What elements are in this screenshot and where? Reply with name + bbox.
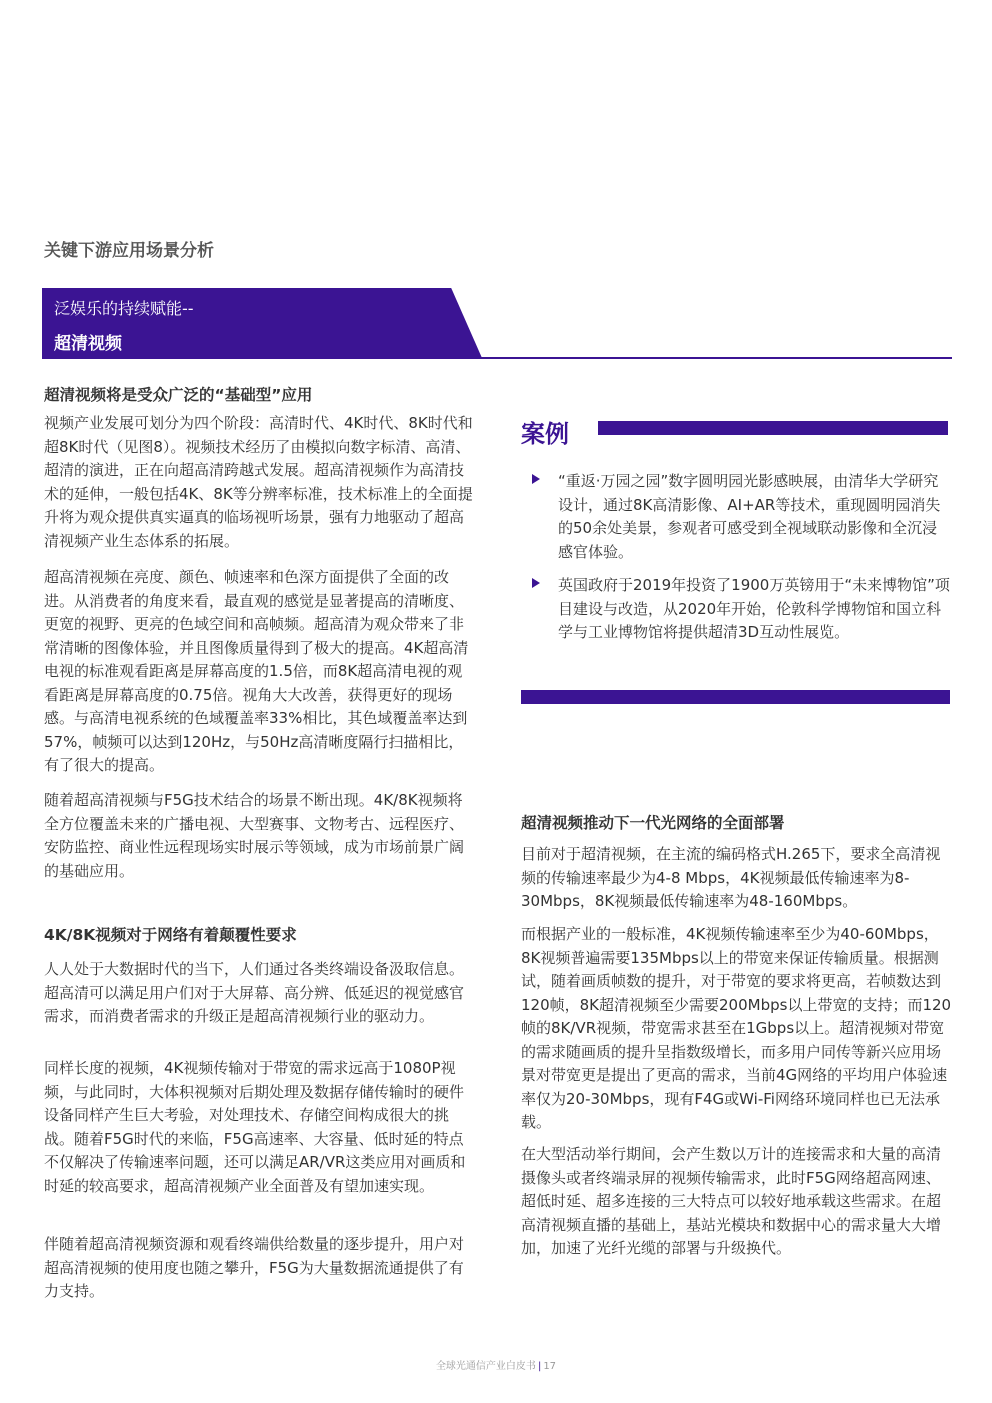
bullet-triangle-icon: [532, 474, 540, 484]
right-paragraph-1: 目前对于超清视频，在主流的编码格式H.265下，要求全高清视频的传输速率最少为4-8 Mbps，4K视频最低传输速率为8-30Mbps，8K视频最低传输速率为48-160Mbps。: [521, 845, 941, 910]
left-paragraph-5: 同样长度的视频，4K视频传输对于带宽的需求远高于1080P视频，与此同时，大体积视频对后期处理及数据存储传输时的硬件设备同样产生巨大考验，对处理技术、存储空间构成很大的挑战。随着F5G时代的来临，F5G高速率、大容量、低时延的特点不仅解决了传输速率问题，还可以满足AR/VR这类应用对画质和时延的较高要求，超高清视频产业全面普及有望加速实现。: [44, 1059, 466, 1195]
right-paragraph-3: 在大型活动举行期间，会产生数以万计的连接需求和大量的高清摄像头或者终端录屏的视频传输需求，此时F5G网络超高网速、超低时延、超多连接的三大特点可以较好地承载这些需求。在超高清视频直播的基础上，基站光模块和数据中心的需求量大大增加，加速了光纤光缆的部署与升级换代。: [521, 1145, 942, 1257]
page-footer: [0, 1357, 992, 1372]
left-paragraph-1: 视频产业发展可划分为四个阶段：高清时代、4K时代、8K时代和超8K时代（见图8）。视频技术经历了由模拟向数字标清、高清、超清的演进，正在向超高清跨越式发展。超高清视频作为高清技术的延伸，一般包括4K、8K等分辨率标准，技术标准上的全面提升将为观众提供真实逼真的临场视听场景，强有力地驱动了超高清视频产业生态体系的拓展。: [44, 414, 473, 550]
case-item-text: 英国政府于2019年投资了1900万英镑用于“未来博物馆”项目建设与改造，从2020年开始，伦敦科学博物馆和国立科学与工业博物馆将提供超清3D互动性展览。: [558, 576, 950, 641]
left-paragraph-6: 伴随着超高清视频资源和观看终端供给数量的逐步提升，用户对超高清视频的使用度也随之攀升，F5G为大量数据流通提供了有力支持。: [44, 1235, 465, 1300]
case-item: [532, 574, 950, 645]
banner-title-line1: 泛娱乐的持续赋能--: [54, 299, 194, 318]
left-paragraph-2: 超高清视频在亮度、颜色、帧速率和色深方面提供了全面的改进。从消费者的角度来看，最直观的感觉是显著提高的清晰度、更宽的视野、更亮的色域空间和高帧频。超高清为观众带来了非常清晰的图像体验，并且图像质量得到了极大的提高。4K超高清电视的标准观看距离是屏幕高度的1.5倍，而8K超高清电视的观看距离是屏幕高度的0.75倍。视角大大改善，获得更好的现场感。与高清电视系统的色域覆盖率33%相比，其色域覆盖率达到57%，帧频可以达到120Hz，与50Hz高清晰度隔行扫描相比，有了很大的提高。: [44, 568, 469, 774]
left-paragraph-3: 随着超高清视频与F5G技术结合的场景不断出现。4K/8K视频将全方位覆盖未来的广播电视、大型赛事、文物考古、远程医疗、安防监控、商业性远程现场实时展示等领域，成为市场前景广阔的基础应用。: [44, 791, 465, 880]
section-title: 关键下游应用场景分析: [44, 241, 214, 261]
right-paragraph-2: 而根据产业的一般标准，4K视频传输速率至少为40-60Mbps，8K视频普遍需要135Mbps以上的带宽来保证传输质量。根据测试，随着画质帧数的提升，对于带宽的要求将更高，若帧数达到120帧，8K超清视频至少需要200Mbps以上带宽的支持；而120帧的8K/VR视频，带宽需求甚至在1Gbps以上。超清视频对带宽的需求随画质的提升呈指数级增长，而多用户同传等新兴应用场景对带宽更是提出了更高的需求，当前4G网络的平均用户体验速率仅为20-30Mbps，现有F4G或Wi-Fi网络环境同样也已无法承载。: [521, 925, 952, 1131]
case-title: 案例: [521, 420, 569, 448]
page-number: 17: [543, 1361, 557, 1372]
left-heading-1: 超清视频将是受众广泛的“基础型”应用: [44, 386, 313, 404]
case-title-bar: [598, 421, 948, 435]
left-paragraph-4: 人人处于大数据时代的当下，人们通过各类终端设备汲取信息。超高清可以满足用户们对于大屏幕、高分辨、低延迟的视觉感官需求，而消费者需求的升级正是超高清视频行业的驱动力。: [44, 960, 465, 1025]
banner-rule: [42, 357, 952, 359]
bullet-triangle-icon: [532, 578, 540, 588]
banner-title-line2: 超清视频: [54, 334, 122, 354]
footer-title: 全球光通信产业白皮书: [435, 1361, 536, 1372]
case-bottom-bar: [521, 690, 950, 704]
case-item: [532, 470, 950, 564]
case-item-text: “重返·万园之园”数字圆明园光影感映展，由清华大学研究设计，通过8K高清影像、AI+AR等技术，重现圆明园消失的50余处美景，参观者可感受到全视域联动影像和全沉浸感官体验。: [558, 472, 941, 561]
right-heading: 超清视频推动下一代光网络的全面部署: [521, 814, 785, 832]
left-heading-2: 4K/8K视频对于网络有着颠覆性要求: [44, 926, 297, 944]
footer-separator: |: [537, 1361, 542, 1372]
